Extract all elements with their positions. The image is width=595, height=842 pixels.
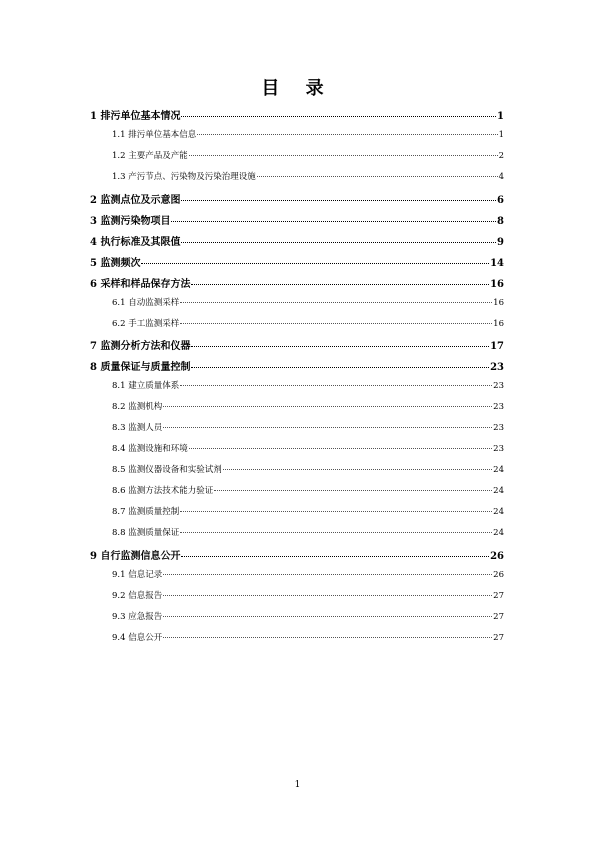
toc-section-entry[interactable] xyxy=(90,128,504,140)
toc-dot-leader xyxy=(191,367,489,368)
toc-entry-page: 23 xyxy=(493,381,504,392)
toc-entry-page: 1 xyxy=(497,111,504,122)
toc-section-entry[interactable] xyxy=(90,317,504,329)
toc-chapter-entry[interactable] xyxy=(90,233,504,248)
toc-entry-label: 8.4 监测设施和环境 xyxy=(112,444,188,455)
toc-section-entry[interactable] xyxy=(90,568,504,580)
toc-entry-label: 8.6 监测方法技术能力验证 xyxy=(112,486,214,497)
toc-entry-page: 14 xyxy=(490,257,504,269)
toc-entry-label: 6.2 手工监测采样 xyxy=(112,318,180,329)
toc-entry-page: 26 xyxy=(490,550,504,562)
toc-entry-page: 9 xyxy=(497,236,504,248)
toc-dot-leader xyxy=(180,532,492,533)
toc-dot-leader xyxy=(163,637,492,638)
toc-dot-leader xyxy=(181,242,496,243)
toc-dot-leader xyxy=(180,323,492,324)
toc-dot-leader xyxy=(163,427,492,428)
toc-dot-leader xyxy=(189,155,498,156)
toc-entry-page: 16 xyxy=(490,278,504,290)
toc-entry-page: 23 xyxy=(490,362,504,374)
toc-entry-label: 3 监测污染物项目 xyxy=(90,215,171,227)
toc-dot-leader xyxy=(141,263,489,264)
toc-dot-leader xyxy=(214,490,492,491)
toc-dot-leader xyxy=(197,134,497,135)
toc-section-entry[interactable] xyxy=(90,505,504,517)
toc-section-entry[interactable] xyxy=(90,149,504,161)
toc-section-entry[interactable] xyxy=(90,400,504,412)
toc-entry-page: 23 xyxy=(493,402,504,413)
toc-entry-label: 8.1 建立质量体系 xyxy=(112,381,180,392)
toc-section-entry[interactable] xyxy=(90,484,504,496)
toc-entry-label: 7 监测分析方法和仪器 xyxy=(90,341,191,353)
toc-section-entry[interactable] xyxy=(90,463,504,475)
toc-entry-label: 8 质量保证与质量控制 xyxy=(90,362,191,374)
toc-dot-leader xyxy=(181,556,489,557)
toc-entry-label: 1.1 排污单位基本信息 xyxy=(112,129,197,140)
toc-entry-page: 24 xyxy=(493,507,504,518)
toc-dot-leader xyxy=(163,406,492,407)
toc-entry-page: 2 xyxy=(498,150,504,161)
toc-entry-label: 8.2 监测机构 xyxy=(112,402,163,413)
toc-entry-label: 1 排污单位基本情况 xyxy=(90,111,181,122)
toc-entry-label: 1.2 主要产品及产能 xyxy=(112,150,188,161)
page-number: 1 xyxy=(294,780,301,790)
toc-entry-page: 23 xyxy=(493,423,504,434)
toc-dot-leader xyxy=(171,221,496,222)
toc-entry-label: 6.1 自动监测采样 xyxy=(112,297,180,308)
toc-entry-page: 27 xyxy=(493,590,504,601)
toc-chapter-entry[interactable] xyxy=(90,107,504,122)
toc-entry-page: 26 xyxy=(493,569,504,580)
toc-section-entry[interactable] xyxy=(90,296,504,308)
toc-entry-page: 27 xyxy=(493,632,504,643)
toc-dot-leader xyxy=(163,595,492,596)
toc-dot-leader xyxy=(223,469,492,470)
toc-dot-leader xyxy=(189,448,492,449)
toc-dot-leader xyxy=(181,116,496,117)
toc-section-entry[interactable] xyxy=(90,631,504,643)
toc-entry-label: 5 监测频次 xyxy=(90,257,141,269)
toc-dot-leader xyxy=(191,346,489,347)
toc-entry-page: 6 xyxy=(497,194,504,206)
toc-entry-label: 8.5 监测仪器设备和实验试剂 xyxy=(112,465,222,476)
toc-entry-label: 9 自行监测信息公开 xyxy=(90,550,181,562)
toc-entry-label: 8.8 监测质量保证 xyxy=(112,528,180,538)
toc-entry-label: 9.2 信息报告 xyxy=(112,590,163,601)
toc-dot-leader xyxy=(180,302,492,303)
toc-section-entry[interactable] xyxy=(90,170,504,182)
toc-dot-leader xyxy=(180,385,492,386)
toc-chapter-entry[interactable] xyxy=(90,275,504,290)
toc-entry-label: 9.3 应急报告 xyxy=(112,611,163,622)
toc-entry-page: 8 xyxy=(497,215,504,227)
toc-section-entry[interactable] xyxy=(90,526,504,538)
toc-section-entry[interactable] xyxy=(90,379,504,391)
toc-chapter-entry[interactable] xyxy=(90,547,504,562)
toc-chapter-entry[interactable] xyxy=(90,212,504,227)
toc-entry-page: 4 xyxy=(498,171,504,182)
toc-entry-label: 2 监测点位及示意图 xyxy=(90,194,181,206)
toc-entry-label: 8.7 监测质量控制 xyxy=(112,507,180,518)
toc-entry-page: 17 xyxy=(490,341,504,353)
toc-chapter-entry[interactable] xyxy=(90,191,504,206)
toc-entry-page: 1 xyxy=(498,129,504,140)
toc-entry-page: 27 xyxy=(493,611,504,622)
toc-dot-leader xyxy=(163,574,492,575)
toc-entry-label: 6 采样和样品保存方法 xyxy=(90,278,191,290)
toc-entry-label: 9.1 信息记录 xyxy=(112,569,163,580)
toc-entry-page: 16 xyxy=(493,318,504,329)
toc-chapter-entry[interactable] xyxy=(90,254,504,269)
toc-entry-label: 8.3 监测人员 xyxy=(112,423,163,434)
toc-entry-label: 1.3 产污节点、污染物及污染治理设施 xyxy=(112,171,256,182)
toc-dot-leader xyxy=(181,200,496,201)
toc-section-entry[interactable] xyxy=(90,442,504,454)
toc-dot-leader xyxy=(180,511,492,512)
toc-section-entry[interactable] xyxy=(90,589,504,601)
toc-chapter-entry[interactable] xyxy=(90,358,504,373)
toc-entry-page: 23 xyxy=(493,444,504,455)
toc-entry-label: 4 执行标准及其限值 xyxy=(90,236,181,248)
toc-chapter-entry[interactable] xyxy=(90,337,504,352)
toc-entry-page: 24 xyxy=(493,486,504,497)
toc-entry-page: 16 xyxy=(493,297,504,308)
toc-title: 目 录 xyxy=(261,78,334,99)
toc-entry-page: 24 xyxy=(493,465,504,476)
toc-entry-page: 24 xyxy=(493,528,504,538)
toc-dot-leader xyxy=(163,616,492,617)
toc-dot-leader xyxy=(257,176,498,177)
toc-entry-label: 9.4 信息公开 xyxy=(112,632,163,643)
toc-section-entry[interactable] xyxy=(90,421,504,433)
toc-section-entry[interactable] xyxy=(90,610,504,622)
toc-dot-leader xyxy=(191,284,489,285)
